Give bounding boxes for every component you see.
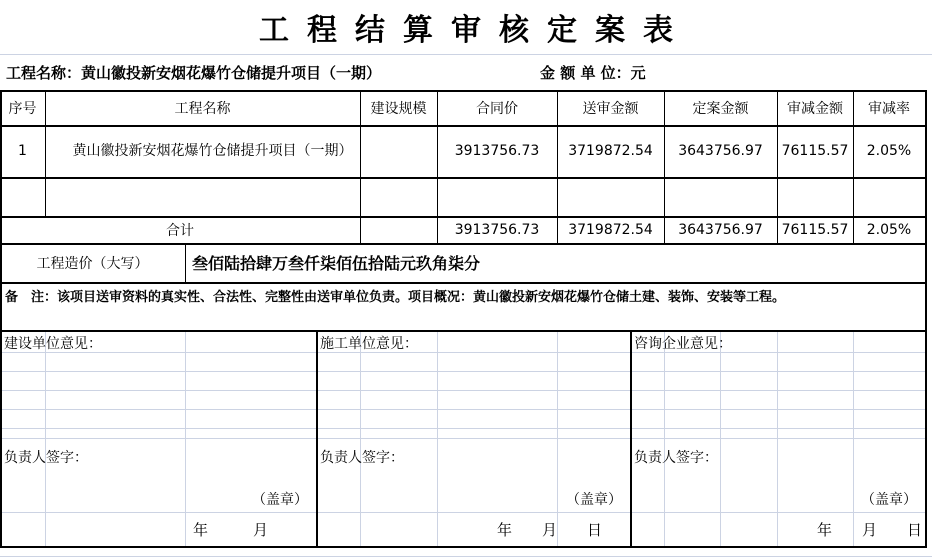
opinion1-title: 建设单位意见： — [4, 336, 102, 352]
opinion2-seal-label: （盖章） — [566, 492, 622, 508]
col-header-reduction: 审减金额 — [787, 100, 843, 117]
grid-line — [0, 438, 925, 439]
grid-line — [0, 409, 925, 410]
total-submitted-amount: 3719872.54 — [568, 221, 653, 238]
total-contract-price: 3913756.73 — [454, 221, 540, 238]
total-reduction-rate: 2.05% — [866, 221, 912, 238]
opinion1-signature-label: 负责人签字： — [4, 450, 88, 466]
page-title: 工程结算审核定案表 — [259, 13, 691, 48]
opinion2-signature-label: 负责人签字： — [320, 450, 404, 466]
row1-submitted-amount: 3719872.54 — [568, 143, 653, 159]
total-label: 合计 — [166, 222, 194, 239]
row1-contract-price: 3913756.73 — [454, 143, 540, 159]
opinion3-signature-label: 负责人签字： — [634, 450, 718, 466]
total-reduction-amount: 76115.57 — [781, 221, 849, 238]
remark-note: 备 注：该项目送审资料的真实性、合法性、完整性由送审单位负责。项目概况：黄山徽投新安烟花爆竹仓储土建、装饰、安装等工程。 — [5, 290, 786, 305]
row1-reduction-amount: 76115.57 — [781, 143, 849, 159]
col-header-submitted: 送审金额 — [582, 100, 639, 117]
row1-reduction-rate: 2.05% — [866, 143, 912, 159]
opinion2-date-line: 年 月 日 — [496, 520, 602, 539]
grid-line — [0, 556, 932, 557]
border-line — [925, 90, 927, 548]
total-finalized-amount: 3643756.97 — [678, 221, 763, 238]
col-header-finalized: 定案金额 — [692, 100, 749, 117]
grid-line — [0, 371, 925, 372]
col-header-no: 序号 — [8, 100, 37, 117]
opinion3-seal-label: （盖章） — [861, 492, 917, 508]
row1-finalized-amount: 3643756.97 — [678, 143, 763, 159]
row1-project-name: 黄山徽投新安烟花爆竹仓储提升项目（一期） — [72, 142, 353, 159]
grid-line — [0, 428, 925, 429]
col-header-name: 工程名称 — [174, 100, 231, 117]
opinion2-title: 施工单位意见： — [320, 336, 418, 352]
grid-line — [0, 390, 925, 391]
border-line — [0, 177, 927, 179]
col-header-contract: 合同价 — [476, 100, 518, 117]
opinion1-date-line: 年 月 — [192, 520, 268, 539]
col-header-rate: 审减率 — [868, 100, 910, 117]
opinion1-seal-label: （盖章） — [252, 492, 308, 508]
amount-words-value: 叁佰陆拾肆万叁仟柒佰伍拾陆元玖角柒分 — [192, 254, 481, 273]
amount-unit-label: 金 额 单 位：元 — [540, 63, 646, 82]
row1-scale — [360, 125, 437, 177]
border-line — [0, 546, 927, 548]
border-line — [185, 243, 186, 282]
project-name-line: 工程名称：黄山徽投新安烟花爆竹仓储提升项目（一期） — [6, 63, 382, 82]
opinion3-date-line: 年 月 日 — [816, 520, 922, 539]
col-header-scale: 建设规模 — [370, 100, 427, 117]
opinion3-title: 咨询企业意见： — [634, 336, 732, 352]
amount-words-label: 工程造价（大写） — [36, 255, 149, 272]
row1-no: 1 — [18, 143, 27, 159]
